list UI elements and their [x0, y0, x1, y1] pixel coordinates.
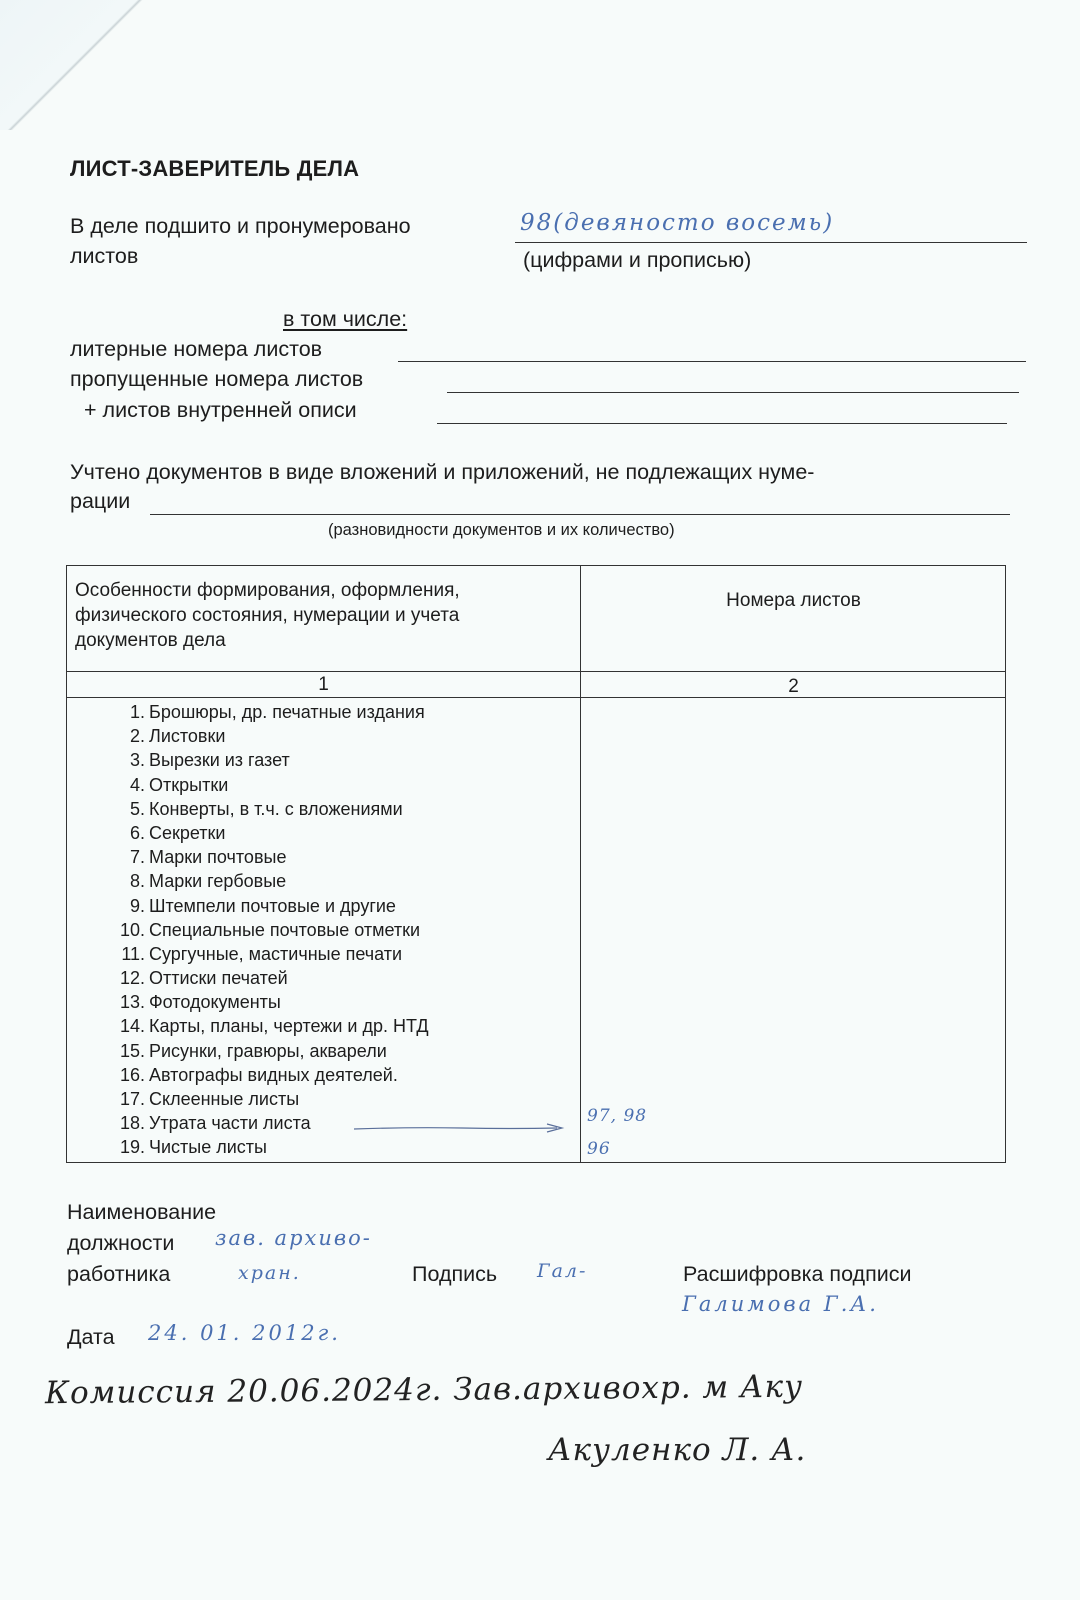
header-line: документов дела [75, 630, 226, 651]
header-line: физического состояния, нумерации и учета [75, 605, 460, 626]
row-number: 19. [119, 1137, 145, 1158]
paper-corner-fold [0, 0, 150, 130]
commission-note-line2: Акуленко Л. А. [548, 1432, 807, 1468]
table-row [107, 700, 429, 724]
position-label-3: работника [67, 1262, 171, 1286]
signature-value[interactable]: Гал- [537, 1260, 588, 1282]
row-number: 15. [119, 1040, 145, 1061]
row-number: 10. [119, 919, 145, 940]
row-label: Сургучные, мастичные печати [149, 943, 403, 964]
table-row [107, 1063, 429, 1087]
table-row [107, 990, 429, 1014]
table-row [107, 1039, 429, 1063]
row-label: Склеенные листы [149, 1089, 300, 1109]
row-number: 3. [129, 750, 145, 771]
attachments-label-line2: рации [70, 489, 131, 513]
row-number: 17. [119, 1089, 145, 1109]
pages-label: В деле подшито и пронумеровано [70, 214, 411, 238]
row-number: 16. [119, 1064, 145, 1085]
row-number: 7. [129, 847, 145, 868]
table-row [107, 724, 429, 748]
row-label: Фотодокументы [149, 992, 281, 1013]
row-label: Марки гербовые [149, 871, 287, 892]
letter-numbers-field[interactable] [398, 361, 1026, 362]
position-label-2: должности [67, 1231, 175, 1255]
table-row [107, 845, 429, 869]
signature-decoding-label: Расшифровка подписи [683, 1262, 912, 1286]
row-number: 5. [129, 798, 145, 819]
signature-label: Подпись [412, 1262, 498, 1286]
row-label: Рисунки, гравюры, акварели [149, 1040, 387, 1061]
table-header-divider [67, 671, 1005, 672]
table-row [107, 821, 429, 845]
row-label: Марки почтовые [149, 847, 287, 868]
position-value-1[interactable]: зав. архиво- [215, 1226, 372, 1250]
row-label: Листовки [149, 726, 226, 747]
position-label-1: Наименование [67, 1200, 217, 1224]
row-label: Утрата части листа [149, 1113, 311, 1134]
commission-note-line1: Комиссия 20.06.2024г. Зав.архивохр. м Аку [44, 1368, 804, 1412]
table-column-number-2: 2 [788, 676, 799, 697]
arrow-icon [352, 1122, 567, 1134]
table-row [107, 966, 429, 990]
row-label: Карты, планы, чертежи и др. НТД [149, 1016, 429, 1037]
row-label: Конверты, в т.ч. с вложениями [149, 798, 403, 819]
row-label: Штемпели почтовые и другие [149, 895, 396, 916]
table-header-features [75, 578, 575, 653]
letter-numbers-label: литерные номера листов [70, 337, 323, 361]
features-table [66, 565, 1006, 1163]
row-number: 12. [119, 968, 145, 989]
row-number: 2. [129, 726, 145, 747]
attachments-hint: (разновидности документов и их количество) [328, 521, 675, 539]
sheets-value-row-18[interactable]: 97, 98 [587, 1106, 648, 1126]
header-line: Особенности формирования, оформления, [75, 580, 460, 601]
date-label: Дата [67, 1325, 115, 1349]
table-column-number-1: 1 [318, 674, 329, 695]
table-header-sheet-numbers: Номера листов [726, 590, 861, 611]
table-row [107, 773, 429, 797]
row-label: Брошюры, др. печатные издания [149, 702, 425, 722]
table-row [107, 748, 429, 772]
pages-hint: (цифрами и прописью) [523, 248, 752, 272]
row-number: 14. [119, 1016, 145, 1037]
position-value-2[interactable]: хран. [238, 1262, 301, 1284]
date-value[interactable]: 24. 01. 2012г. [148, 1321, 341, 1345]
table-row [107, 869, 429, 893]
row-number: 11. [121, 943, 145, 964]
row-label: Открытки [149, 774, 229, 795]
skipped-numbers-label: пропущенные номера листов [70, 367, 364, 391]
table-column-divider [580, 566, 581, 1162]
row-number: 1. [129, 702, 145, 722]
row-number: 9. [129, 895, 145, 916]
row-label: Автографы видных деятелей. [149, 1064, 398, 1085]
row-label: Чистые листы [149, 1137, 267, 1158]
internal-inventory-label: + листов внутренней описи [84, 398, 357, 422]
table-row [107, 797, 429, 821]
table-row [107, 894, 429, 918]
pages-label-suffix: листов [70, 244, 139, 268]
row-number: 18. [119, 1113, 145, 1134]
pages-count-underline [515, 242, 1027, 243]
signature-decoding-value[interactable]: Галимова Г.А. [682, 1292, 879, 1316]
row-number: 6. [129, 822, 145, 843]
row-number: 8. [129, 871, 145, 892]
row-number: 13. [119, 992, 145, 1013]
attachments-field[interactable] [150, 514, 1010, 515]
table-row [107, 1087, 429, 1111]
features-list [107, 700, 429, 1160]
attachments-label-line1: Учтено документов в виде вложений и приложений, не подлежащих нуме- [70, 460, 815, 484]
sheets-value-row-19[interactable]: 96 [587, 1139, 611, 1159]
document-title: ЛИСТ-ЗАВЕРИТЕЛЬ ДЕЛА [70, 156, 360, 181]
table-row [107, 942, 429, 966]
table-row [107, 1014, 429, 1038]
row-label: Специальные почтовые отметки [149, 919, 421, 940]
skipped-numbers-field[interactable] [447, 392, 1019, 393]
row-label: Вырезки из газет [149, 750, 290, 771]
table-row [107, 918, 429, 942]
row-label: Оттиски печатей [149, 968, 288, 989]
row-number: 4. [129, 774, 145, 795]
including-heading: в том числе: [283, 307, 408, 331]
row-label: Секретки [149, 822, 226, 843]
table-row [107, 1135, 429, 1159]
pages-count-value[interactable]: 98(девяносто восемь) [520, 210, 835, 236]
internal-inventory-field[interactable] [437, 423, 1007, 424]
